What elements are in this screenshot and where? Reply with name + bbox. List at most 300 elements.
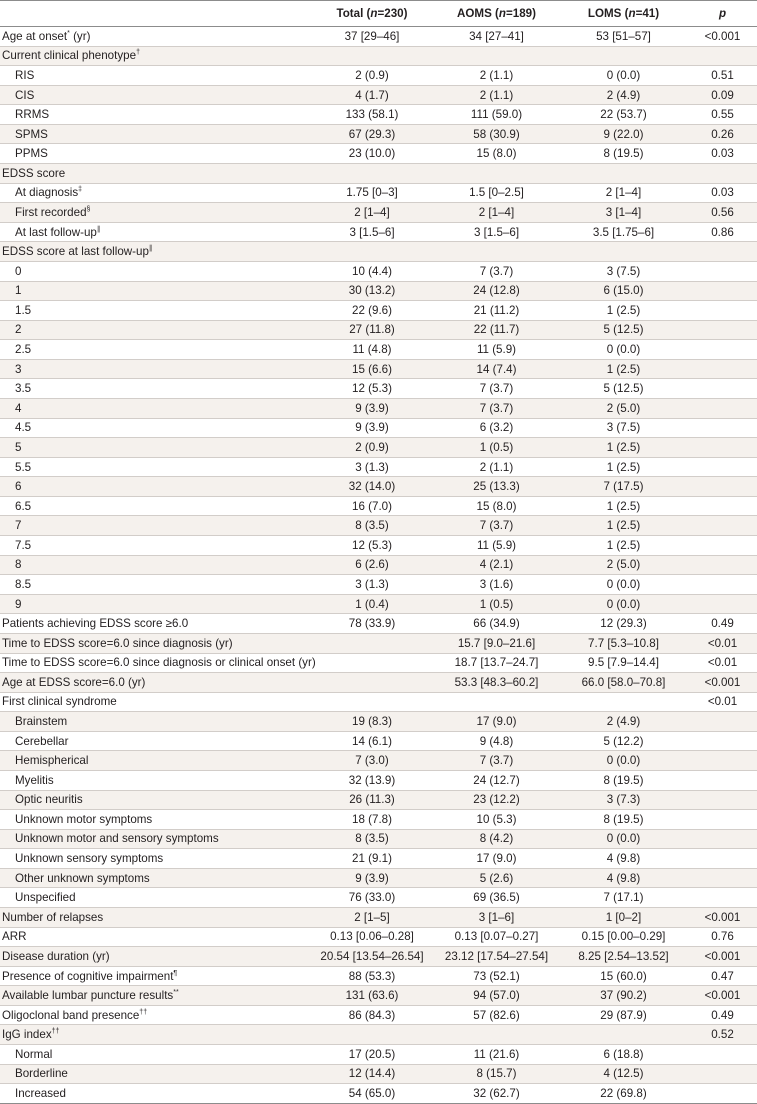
- cell-total: 2 [1–5]: [310, 908, 434, 928]
- row-label: [0, 164, 310, 184]
- table-header: [0, 1, 757, 27]
- cell-total: [310, 164, 434, 184]
- row-label-text: Available lumbar puncture results: [2, 989, 174, 1003]
- row-label: [0, 751, 310, 771]
- cell-loms: 3 (7.3): [559, 790, 688, 810]
- row-label: [0, 242, 310, 262]
- row-label: [0, 1045, 310, 1065]
- row-label: [0, 594, 310, 614]
- row-label: [0, 183, 310, 203]
- cell-loms: 0.15 [0.00–0.29]: [559, 927, 688, 947]
- table-row: [0, 66, 757, 86]
- cell-p-value: [688, 516, 757, 536]
- cell-loms: 3 [1–4]: [559, 203, 688, 223]
- cell-aoms: 25 (13.3): [434, 477, 559, 497]
- cell-total: 78 (33.9): [310, 614, 434, 634]
- cell-loms: 0 (0.0): [559, 751, 688, 771]
- table-row: [0, 575, 757, 595]
- cell-loms: 7 (17.1): [559, 888, 688, 908]
- cell-loms: 1 (2.5): [559, 516, 688, 536]
- cell-loms: 0 (0.0): [559, 575, 688, 595]
- cell-p-value: [688, 829, 757, 849]
- row-label-text: 2.5: [15, 343, 32, 357]
- row-label-text: SPMS: [15, 127, 48, 141]
- cell-total: 1.75 [0–3]: [310, 183, 434, 203]
- table-row: [0, 810, 757, 830]
- table-row: [0, 46, 757, 66]
- cell-total: 19 (8.3): [310, 712, 434, 732]
- row-label: [0, 790, 310, 810]
- table-row: [0, 516, 757, 536]
- cell-aoms: 73 (52.1): [434, 966, 559, 986]
- row-label-text: Normal: [15, 1047, 53, 1061]
- footnote-marker: *: [67, 29, 70, 37]
- row-label-text: Borderline: [15, 1067, 68, 1081]
- cell-aoms: 21 (11.2): [434, 301, 559, 321]
- cell-p-value: 0.56: [688, 203, 757, 223]
- cell-loms: 7.7 [5.3–10.8]: [559, 633, 688, 653]
- cell-total: [310, 692, 434, 712]
- row-label-text: Optic neuritis: [15, 793, 83, 807]
- cell-total: 76 (33.0): [310, 888, 434, 908]
- row-label-text: Cerebellar: [15, 734, 69, 748]
- cell-total: [310, 242, 434, 262]
- footnote-marker: ††: [51, 1028, 60, 1036]
- cell-p-value: <0.01: [688, 692, 757, 712]
- table-row: [0, 203, 757, 223]
- cell-total: 4 (1.7): [310, 85, 434, 105]
- row-label: [0, 1064, 310, 1084]
- table-row: [0, 438, 757, 458]
- table-row: [0, 496, 757, 516]
- row-label-text: 8: [15, 558, 22, 572]
- cell-aoms: 2 (1.1): [434, 66, 559, 86]
- cell-aoms: 4 (2.1): [434, 555, 559, 575]
- cell-loms: 37 (90.2): [559, 986, 688, 1006]
- cell-loms: 1 [0–2]: [559, 908, 688, 928]
- row-label-text: Age at EDSS score=6.0 (yr): [2, 675, 146, 689]
- cell-aoms: 8 (4.2): [434, 829, 559, 849]
- footnote-marker: ∥: [96, 225, 101, 233]
- cell-aoms: 3 (1.6): [434, 575, 559, 595]
- table-row: [0, 398, 757, 418]
- cell-aoms: 2 (1.1): [434, 85, 559, 105]
- row-label: [0, 66, 310, 86]
- cell-aoms: 17 (9.0): [434, 849, 559, 869]
- row-label-text: ARR: [2, 930, 27, 944]
- cell-p-value: [688, 398, 757, 418]
- cell-total: [310, 1025, 434, 1045]
- table-row: [0, 27, 757, 47]
- row-label: [0, 320, 310, 340]
- cell-aoms: [434, 1025, 559, 1045]
- cell-total: 30 (13.2): [310, 281, 434, 301]
- row-label-text: Myelitis: [15, 773, 54, 787]
- cell-total: 37 [29–46]: [310, 27, 434, 47]
- cell-aoms: [434, 46, 559, 66]
- cell-loms: 1 (2.5): [559, 438, 688, 458]
- cell-loms: [559, 1025, 688, 1045]
- cell-aoms: 53.3 [48.3–60.2]: [434, 673, 559, 693]
- footnote-marker: ††: [139, 1008, 148, 1016]
- row-label-text: 8.5: [15, 577, 32, 591]
- row-label-text: 5: [15, 440, 22, 454]
- cell-aoms: 23.12 [17.54–27.54]: [434, 947, 559, 967]
- header-aoms: AOMS (n=189): [434, 1, 559, 27]
- row-label: [0, 927, 310, 947]
- row-label: [0, 124, 310, 144]
- cell-loms: 4 (12.5): [559, 1064, 688, 1084]
- cell-total: 12 (14.4): [310, 1064, 434, 1084]
- table-row: [0, 164, 757, 184]
- row-label-text: 1.5: [15, 303, 32, 317]
- table-row: [0, 222, 757, 242]
- cell-total: 133 (58.1): [310, 105, 434, 125]
- cell-aoms: [434, 692, 559, 712]
- cell-loms: [559, 46, 688, 66]
- cell-p-value: [688, 712, 757, 732]
- row-label-text: 4.5: [15, 421, 32, 435]
- table-row: [0, 1064, 757, 1084]
- cell-p-value: [688, 1084, 757, 1104]
- table-row: [0, 105, 757, 125]
- cell-total: 2 (0.9): [310, 66, 434, 86]
- cell-loms: 22 (69.8): [559, 1084, 688, 1104]
- table-row: [0, 927, 757, 947]
- cell-aoms: 11 (5.9): [434, 340, 559, 360]
- row-label: [0, 947, 310, 967]
- cell-total: 20.54 [13.54–26.54]: [310, 947, 434, 967]
- table-row: [0, 751, 757, 771]
- cell-aoms: 15 (8.0): [434, 144, 559, 164]
- row-label: [0, 516, 310, 536]
- cell-total: 21 (9.1): [310, 849, 434, 869]
- footnote-marker: ¶: [173, 969, 178, 977]
- cell-total: 10 (4.4): [310, 261, 434, 281]
- cell-total: 9 (3.9): [310, 868, 434, 888]
- cell-p-value: 0.52: [688, 1025, 757, 1045]
- cell-aoms: 57 (82.6): [434, 1005, 559, 1025]
- row-label-text: Time to EDSS score=6.0 since diagnosis or clinical onset (yr): [2, 656, 316, 670]
- row-label-text: Time to EDSS score=6.0 since diagnosis (yr): [2, 636, 233, 650]
- cell-total: 86 (84.3): [310, 1005, 434, 1025]
- table-row: [0, 144, 757, 164]
- footnote-marker: **: [173, 989, 179, 997]
- cell-aoms: 17 (9.0): [434, 712, 559, 732]
- cell-loms: 0 (0.0): [559, 594, 688, 614]
- row-label: [0, 849, 310, 869]
- cell-p-value: [688, 477, 757, 497]
- cell-p-value: [688, 594, 757, 614]
- cell-p-value: [688, 1045, 757, 1065]
- cell-total: 9 (3.9): [310, 418, 434, 438]
- cell-p-value: [688, 888, 757, 908]
- cell-p-value: 0.51: [688, 66, 757, 86]
- cell-p-value: [688, 46, 757, 66]
- cell-aoms: 15 (8.0): [434, 496, 559, 516]
- row-label-text: 2: [15, 323, 22, 337]
- cell-aoms: 3 [1.5–6]: [434, 222, 559, 242]
- row-label: [0, 673, 310, 693]
- cell-p-value: [688, 261, 757, 281]
- cell-total: 8 (3.5): [310, 516, 434, 536]
- cell-total: 11 (4.8): [310, 340, 434, 360]
- table-row: [0, 673, 757, 693]
- cell-total: 3 [1.5–6]: [310, 222, 434, 242]
- cell-p-value: 0.55: [688, 105, 757, 125]
- cell-loms: 0 (0.0): [559, 340, 688, 360]
- cell-loms: 3 (7.5): [559, 261, 688, 281]
- row-label-text: Increased: [15, 1087, 66, 1100]
- row-label-text: Patients achieving EDSS score ≥6.0: [2, 617, 189, 631]
- header-loms: LOMS (n=41): [559, 1, 688, 27]
- row-label-text: 6.5: [15, 499, 32, 513]
- table-row: [0, 261, 757, 281]
- cell-aoms: 7 (3.7): [434, 751, 559, 771]
- cell-loms: 2 (4.9): [559, 712, 688, 732]
- cell-p-value: 0.03: [688, 144, 757, 164]
- table-row: [0, 908, 757, 928]
- table-row: [0, 1025, 757, 1045]
- row-label-text: Oligoclonal band presence: [2, 1008, 140, 1022]
- cell-aoms: 1.5 [0–2.5]: [434, 183, 559, 203]
- row-label: [0, 868, 310, 888]
- table-row: [0, 457, 757, 477]
- cell-total: 22 (9.6): [310, 301, 434, 321]
- row-label-text: RRMS: [15, 108, 50, 122]
- cell-loms: 5 (12.5): [559, 379, 688, 399]
- cell-aoms: 14 (7.4): [434, 359, 559, 379]
- cell-aoms: 7 (3.7): [434, 261, 559, 281]
- cell-aoms: 8 (15.7): [434, 1064, 559, 1084]
- cell-total: 88 (53.3): [310, 966, 434, 986]
- cell-p-value: [688, 555, 757, 575]
- cell-aoms: 10 (5.3): [434, 810, 559, 830]
- cell-total: [310, 653, 434, 673]
- row-label-unit: (yr): [69, 29, 91, 43]
- cell-p-value: [688, 457, 757, 477]
- row-label: [0, 986, 310, 1006]
- table-row: [0, 281, 757, 301]
- cell-p-value: 0.86: [688, 222, 757, 242]
- row-label: [0, 633, 310, 653]
- cell-p-value: [688, 301, 757, 321]
- table-row: [0, 124, 757, 144]
- row-label: [0, 966, 310, 986]
- row-label: [0, 888, 310, 908]
- cell-p-value: <0.01: [688, 653, 757, 673]
- cell-loms: 4 (9.8): [559, 849, 688, 869]
- cell-aoms: 18.7 [13.7–24.7]: [434, 653, 559, 673]
- row-label-text: EDSS score at last follow-up: [2, 245, 149, 259]
- row-label: [0, 281, 310, 301]
- cell-p-value: [688, 359, 757, 379]
- cell-total: 3 (1.3): [310, 457, 434, 477]
- cell-loms: 53 [51–57]: [559, 27, 688, 47]
- header-label-column: [0, 1, 310, 27]
- cell-aoms: 11 (21.6): [434, 1045, 559, 1065]
- cell-aoms: 7 (3.7): [434, 379, 559, 399]
- row-label-text: CIS: [15, 88, 35, 102]
- row-label: [0, 770, 310, 790]
- cell-total: [310, 673, 434, 693]
- cell-p-value: <0.001: [688, 673, 757, 693]
- row-label: [0, 261, 310, 281]
- table-row: [0, 594, 757, 614]
- cell-total: [310, 46, 434, 66]
- cell-p-value: 0.47: [688, 966, 757, 986]
- cell-loms: 9.5 [7.9–14.4]: [559, 653, 688, 673]
- row-label-text: Presence of cognitive impairment: [2, 969, 174, 983]
- cell-total: 3 (1.3): [310, 575, 434, 595]
- row-label: [0, 536, 310, 556]
- table-row: [0, 1084, 757, 1104]
- row-label-text: 3.5: [15, 382, 32, 396]
- cell-loms: 8 (19.5): [559, 770, 688, 790]
- cell-total: 17 (20.5): [310, 1045, 434, 1065]
- row-label: [0, 496, 310, 516]
- cell-total: 14 (6.1): [310, 731, 434, 751]
- cell-loms: 9 (22.0): [559, 124, 688, 144]
- cell-aoms: 2 (1.1): [434, 457, 559, 477]
- table-row: [0, 770, 757, 790]
- cell-loms: 1 (2.5): [559, 496, 688, 516]
- cell-p-value: 0.76: [688, 927, 757, 947]
- cell-p-value: <0.001: [688, 986, 757, 1006]
- cell-aoms: 94 (57.0): [434, 986, 559, 1006]
- row-label-text: 7.5: [15, 538, 32, 552]
- cell-p-value: [688, 164, 757, 184]
- table-row: [0, 731, 757, 751]
- cell-p-value: <0.001: [688, 947, 757, 967]
- row-label-text: Brainstem: [15, 715, 68, 729]
- row-label-text: 5.5: [15, 460, 32, 474]
- cell-p-value: [688, 340, 757, 360]
- cell-loms: 2 [1–4]: [559, 183, 688, 203]
- row-label-text: PPMS: [15, 147, 48, 161]
- row-label: [0, 359, 310, 379]
- table-body: [0, 27, 757, 1104]
- cell-aoms: 69 (36.5): [434, 888, 559, 908]
- row-label: [0, 614, 310, 634]
- table-row: [0, 849, 757, 869]
- cell-aoms: 58 (30.9): [434, 124, 559, 144]
- cell-p-value: 0.49: [688, 1005, 757, 1025]
- cell-total: 1 (0.4): [310, 594, 434, 614]
- cell-total: 2 (0.9): [310, 438, 434, 458]
- table-row: [0, 359, 757, 379]
- cell-p-value: [688, 810, 757, 830]
- table-row: [0, 1005, 757, 1025]
- cell-p-value: [688, 575, 757, 595]
- cell-total: 131 (63.6): [310, 986, 434, 1006]
- cell-loms: 5 (12.2): [559, 731, 688, 751]
- row-label: [0, 712, 310, 732]
- table-row: [0, 790, 757, 810]
- row-label-text: RIS: [15, 68, 35, 82]
- cell-total: 18 (7.8): [310, 810, 434, 830]
- row-label: [0, 85, 310, 105]
- row-label-text: 3: [15, 362, 22, 376]
- row-label-text: Age at onset: [2, 29, 68, 43]
- table-row: [0, 183, 757, 203]
- footnote-marker: §: [86, 205, 91, 213]
- cell-p-value: 0.26: [688, 124, 757, 144]
- cell-p-value: [688, 731, 757, 751]
- table-row: [0, 85, 757, 105]
- row-label-text: Unspecified: [15, 891, 76, 905]
- row-label-text: First recorded: [15, 205, 87, 219]
- row-label: [0, 575, 310, 595]
- cell-loms: [559, 692, 688, 712]
- cell-loms: 8.25 [2.54–13.52]: [559, 947, 688, 967]
- table-row: [0, 242, 757, 262]
- row-label-text: Hemispherical: [15, 754, 89, 768]
- cell-p-value: [688, 496, 757, 516]
- row-label: [0, 1084, 310, 1104]
- cell-total: 9 (3.9): [310, 398, 434, 418]
- row-label-text: 0: [15, 264, 22, 278]
- cell-p-value: [688, 790, 757, 810]
- cell-aoms: 1 (0.5): [434, 594, 559, 614]
- cell-p-value: [688, 868, 757, 888]
- cell-p-value: [688, 770, 757, 790]
- row-label-text: IgG index: [2, 1028, 52, 1042]
- cell-p-value: [688, 536, 757, 556]
- cell-aoms: 24 (12.8): [434, 281, 559, 301]
- cell-loms: 1 (2.5): [559, 301, 688, 321]
- cell-aoms: 15.7 [9.0–21.6]: [434, 633, 559, 653]
- cell-aoms: 32 (62.7): [434, 1084, 559, 1104]
- cell-total: 26 (11.3): [310, 790, 434, 810]
- cell-p-value: [688, 281, 757, 301]
- row-label: [0, 457, 310, 477]
- cell-loms: 0 (0.0): [559, 66, 688, 86]
- cell-aoms: 23 (12.2): [434, 790, 559, 810]
- table-row: [0, 692, 757, 712]
- cell-loms: 22 (53.7): [559, 105, 688, 125]
- row-label-text: 1: [15, 284, 22, 298]
- header-row: [0, 1, 757, 27]
- row-label: [0, 810, 310, 830]
- cell-loms: 66.0 [58.0–70.8]: [559, 673, 688, 693]
- cell-aoms: 66 (34.9): [434, 614, 559, 634]
- table-row: [0, 536, 757, 556]
- row-label-text: Unknown motor and sensory symptoms: [15, 832, 219, 846]
- cell-p-value: [688, 849, 757, 869]
- table-row: [0, 301, 757, 321]
- row-label: [0, 222, 310, 242]
- table-row: [0, 868, 757, 888]
- cell-total: 23 (10.0): [310, 144, 434, 164]
- cell-loms: 2 (4.9): [559, 85, 688, 105]
- cell-aoms: 2 [1–4]: [434, 203, 559, 223]
- cell-loms: 3 (7.5): [559, 418, 688, 438]
- row-label-text: Number of relapses: [2, 910, 104, 924]
- table-row: [0, 633, 757, 653]
- row-label: [0, 908, 310, 928]
- table-row: [0, 614, 757, 634]
- row-label-text: 7: [15, 519, 22, 533]
- cell-loms: 0 (0.0): [559, 829, 688, 849]
- row-label: [0, 27, 310, 47]
- row-label: [0, 203, 310, 223]
- row-label: [0, 477, 310, 497]
- cell-loms: 6 (15.0): [559, 281, 688, 301]
- row-label-text: 6: [15, 480, 22, 494]
- footnote-marker: ∥: [148, 245, 153, 253]
- cell-aoms: [434, 164, 559, 184]
